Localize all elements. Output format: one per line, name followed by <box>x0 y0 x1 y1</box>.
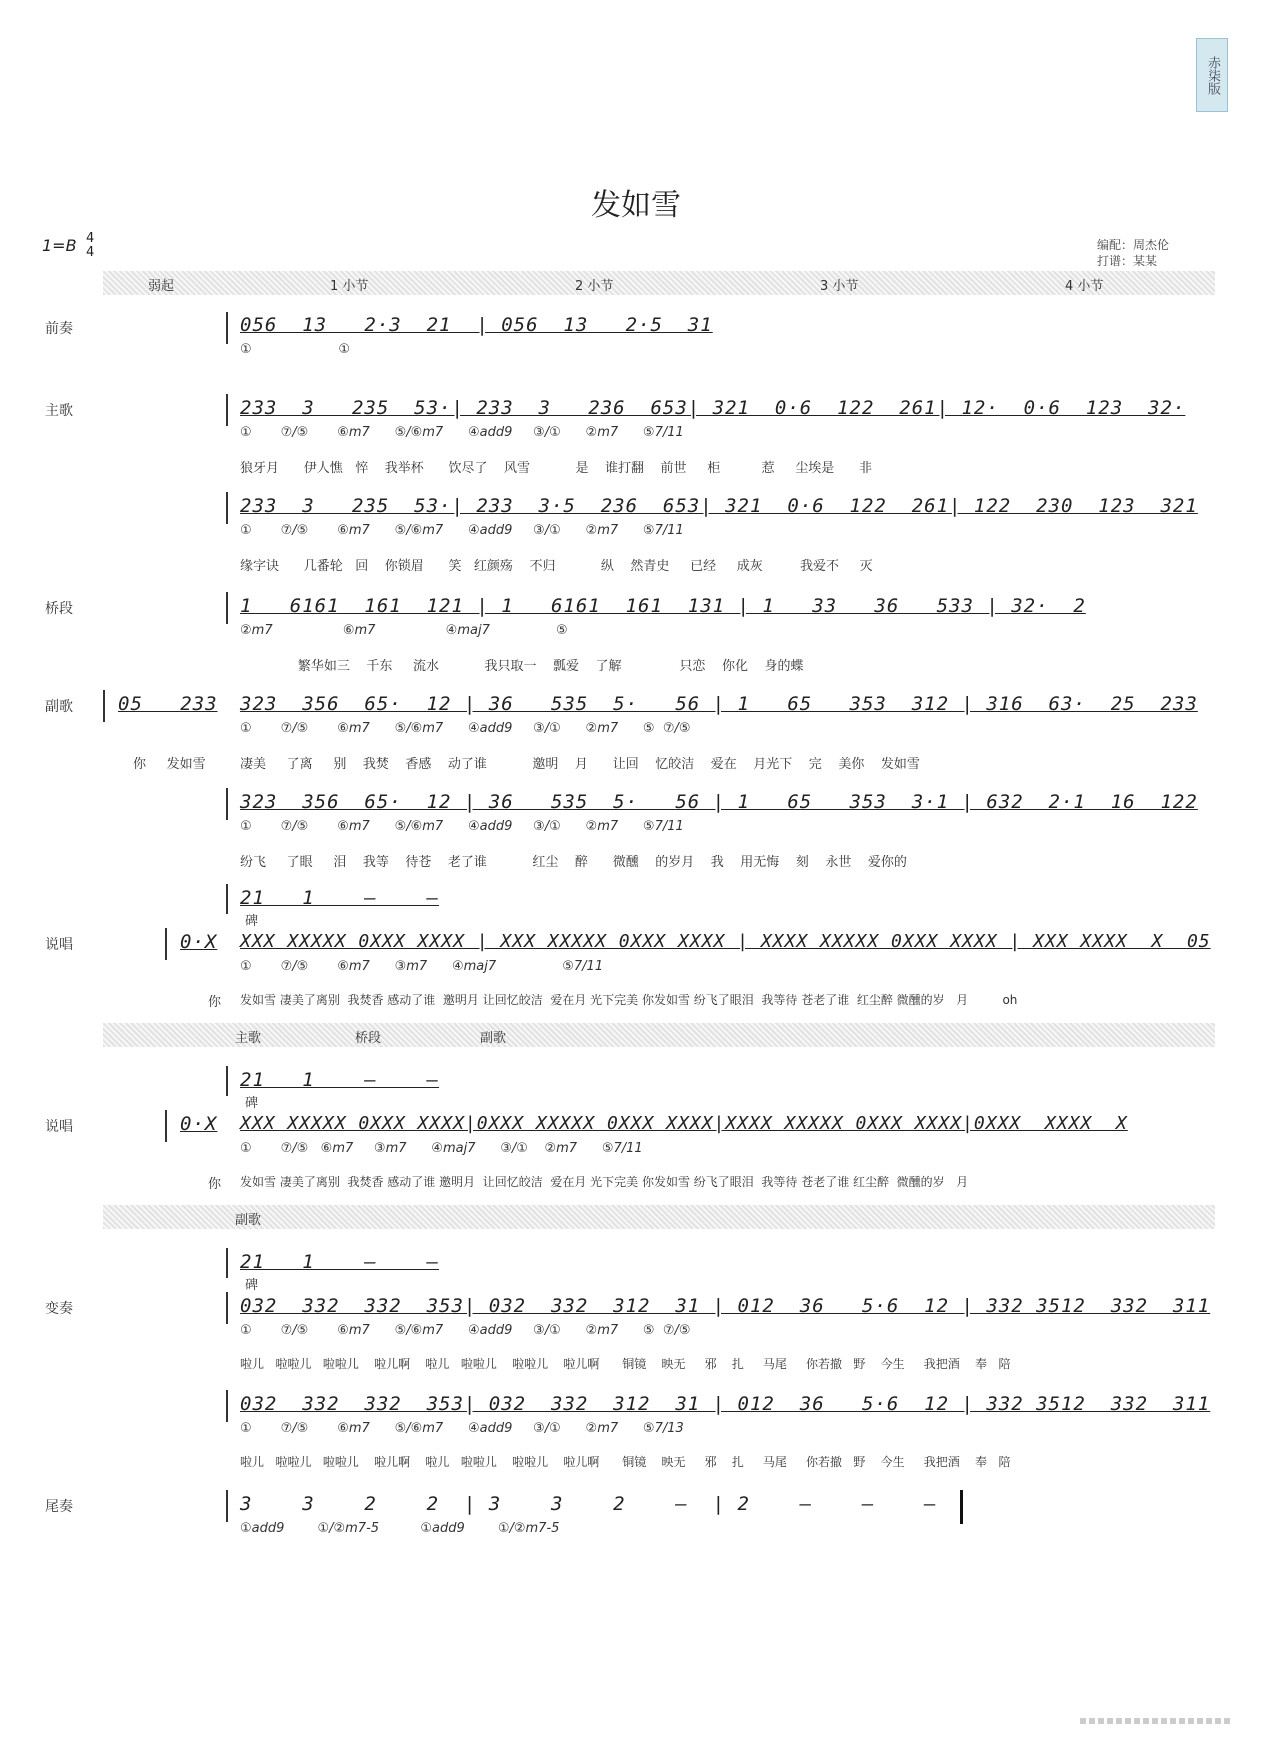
barline <box>226 1066 228 1096</box>
barline <box>226 312 228 344</box>
barline <box>226 1490 228 1522</box>
barline <box>226 394 228 426</box>
chord-row-rap-2: ① ⑦/⑤ ⑥m7 ③m7 ④maj7 ③/① ②m7 ⑤7/11 <box>240 1141 643 1156</box>
band-label-chorus-2: 副歌 <box>235 1213 262 1228</box>
band-label-pickup: 弱起 <box>148 279 175 294</box>
section-band-2 <box>103 1205 1215 1229</box>
band-label-measure-1: 1 小节 <box>330 279 369 294</box>
notation-row-outro: 3 3 2 2 | 3 3 2 — | 2 — — — <box>240 1493 937 1515</box>
notation-row-chorus-1: 323 356 65· 12 | 36 535 5· 56 | 1 65 353 312 | 316 63· 25 233 <box>240 693 1198 715</box>
barline <box>165 928 167 960</box>
band-label-measure-3: 3 小节 <box>820 279 859 294</box>
chord-row-rap-1: ① ⑦/⑤ ⑥m7 ③m7 ④maj7 ⑤7/11 <box>240 959 604 974</box>
footer-mark <box>1080 1718 1230 1724</box>
meter-bottom: 4 <box>86 245 95 260</box>
measure-header-band <box>103 271 1215 295</box>
chord-row-variation-1: ① ⑦/⑤ ⑥m7 ⑤/⑥m7 ④add9 ③/① ②m7 ⑤ ⑦/⑤ <box>240 1323 691 1338</box>
notation-ending-1: 21 1 — — <box>240 887 440 909</box>
notation-ending-3: 21 1 — — <box>240 1251 440 1273</box>
barline <box>226 1248 228 1278</box>
chord-row-verse-1: ① ⑦/⑤ ⑥m7 ⑤/⑥m7 ④add9 ③/① ②m7 ⑤7/11 <box>240 425 684 440</box>
lyric-row-variation-2: 啦儿 啦啦儿 啦啦儿 啦儿啊 啦儿 啦啦儿 啦啦儿 啦儿啊 铜镜 映无 邪 扎 马尾 你若撤 野 今生 我把酒 奉 陪 <box>240 1455 1011 1469</box>
chord-row-verse-2: ① ⑦/⑤ ⑥m7 ⑤/⑥m7 ④add9 ③/① ②m7 ⑤7/11 <box>240 523 684 538</box>
section-label-rap: 说唱 <box>45 937 73 953</box>
band-label-verse: 主歌 <box>235 1031 262 1046</box>
notation-row-prelude: 056 13 2·3 21 | 056 13 2·5 31 <box>240 314 713 336</box>
lyric-pickup-rap: 你 <box>208 995 222 1010</box>
notation-pickup-chorus: 05 233 <box>118 693 218 715</box>
lyric-pickup-rap-2: 你 <box>208 1177 222 1192</box>
chord-row-outro: ①add9 ①/②m7-5 ①add9 ①/②m7-5 <box>240 1521 560 1536</box>
barline <box>226 788 228 820</box>
section-label-prelude: 前奏 <box>45 321 73 337</box>
lyric-ending-2: 碑 <box>245 1096 259 1111</box>
edition-badge: 赤柒版 <box>1196 38 1228 112</box>
notation-pickup-rap: 0·X <box>180 931 218 953</box>
barline <box>226 1390 228 1422</box>
band-label-measure-4: 4 小节 <box>1065 279 1104 294</box>
chord-row-variation-2: ① ⑦/⑤ ⑥m7 ⑤/⑥m7 ④add9 ③/① ②m7 ⑤7/13 <box>240 1421 684 1436</box>
chord-row-bridge: ②m7 ⑥m7 ④maj7 ⑤ <box>240 623 568 638</box>
meter-top: 4 <box>86 231 95 246</box>
lyric-row-verse-1: 狼牙月 伊人憔 悴 我举杯 饮尽了 风雪 是 谁打翻 前世 柜 惹 尘埃是 非 <box>240 461 872 476</box>
barline <box>226 1292 228 1324</box>
section-label-rap-2: 说唱 <box>45 1119 73 1135</box>
barline <box>165 1110 167 1142</box>
band-label-bridge: 桥段 <box>355 1031 382 1046</box>
notation-pickup-rap-2: 0·X <box>180 1113 218 1135</box>
notation-row-verse-1: 233 3 235 53·| 233 3 236 653| 321 0·6 122 261| 12· 0·6 123 32· <box>240 397 1186 419</box>
notation-row-verse-2: 233 3 235 53·| 233 3·5 236 653| 321 0·6 122 261| 122 230 123 321 <box>240 495 1198 517</box>
lyric-row-rap-2: 发如雪 凄美了离别 我焚香 感动了谁 邀明月 让回忆皎洁 爱在月 光下完美 你发如雪 纷飞了眼泪 我等待 苍老了谁 红尘醉 微醺的岁 月 <box>240 1175 969 1189</box>
barline <box>226 492 228 524</box>
lyric-row-bridge: 繁华如三 千东 流水 我只取一 瓢爱 了解 只恋 你化 身的蝶 <box>240 659 804 674</box>
section-label-outro: 尾奏 <box>45 1499 73 1515</box>
section-band-1 <box>103 1023 1215 1047</box>
time-signature <box>86 232 94 260</box>
chord-row-prelude: ① ① <box>240 342 351 357</box>
lyric-row-chorus-2: 纷飞 了眼 泪 我等 待苍 老了谁 红尘 醉 微醺 的岁月 我 用无悔 刻 永世 爱你的 <box>240 855 907 870</box>
notation-row-variation-1: 032 332 332 353| 032 332 312 31 | 012 36 5·6 12 | 332 3512 332 311 <box>240 1295 1211 1317</box>
lyric-row-verse-2: 缘字诀 几番轮 回 你锁眉 笑 红颜殇 不归 纵 然青史 已经 成灰 我爱不 灭 <box>240 559 873 574</box>
band-label-measure-2: 2 小节 <box>575 279 614 294</box>
section-label-chorus: 副歌 <box>45 699 73 715</box>
section-label-variation: 变奏 <box>45 1301 73 1317</box>
lyric-row-chorus-1: 凄美 了离 别 我焚 香感 动了谁 邀明 月 让回 忆皎洁 爱在 月光下 完 美你 发如雪 <box>240 757 920 772</box>
lyric-ending-3: 碑 <box>245 1278 259 1293</box>
notation-ending-2: 21 1 — — <box>240 1069 440 1091</box>
barline <box>226 884 228 914</box>
lyric-row-variation-1: 啦儿 啦啦儿 啦啦儿 啦儿啊 啦儿 啦啦儿 啦啦儿 啦儿啊 铜镜 映无 邪 扎 马尾 你若撤 野 今生 我把酒 奉 陪 <box>240 1357 1011 1371</box>
section-label-bridge: 桥段 <box>45 601 73 617</box>
notation-row-rap-1: XXX XXXXX 0XXX XXXX | XXX XXXXX 0XXX XXXX | XXXX XXXXX 0XXX XXXX | XXX XXXX X 05 <box>240 931 1211 952</box>
chord-row-chorus-2: ① ⑦/⑤ ⑥m7 ⑤/⑥m7 ④add9 ③/① ②m7 ⑤7/11 <box>240 819 684 834</box>
notation-row-rap-2: XXX XXXXX 0XXX XXXX|0XXX XXXXX 0XXX XXXX|XXXX XXXXX 0XXX XXXX|0XXX XXXX X <box>240 1113 1128 1134</box>
song-title: 发如雪 <box>591 188 681 223</box>
final-barline <box>960 1490 963 1524</box>
lyric-row-rap-1: 发如雪 凄美了离别 我焚香 感动了谁 邀明月 让回忆皎洁 爱在月 光下完美 你发如雪 纷飞了眼泪 我等待 苍老了谁 红尘醉 微醺的岁 月 oh <box>240 993 1018 1007</box>
chord-row-chorus-1: ① ⑦/⑤ ⑥m7 ⑤/⑥m7 ④add9 ③/① ②m7 ⑤ ⑦/⑤ <box>240 721 691 736</box>
key-signature: 1=B <box>42 236 77 255</box>
transcriber-credit: 打谱：某某 <box>1097 254 1158 268</box>
section-label-verse: 主歌 <box>45 403 73 419</box>
arranger-credit: 编配：周杰伦 <box>1097 238 1170 252</box>
lyric-ending-1: 碑 <box>245 914 259 929</box>
barline <box>226 592 228 624</box>
barline <box>103 690 105 722</box>
notation-row-bridge: 1 6161 161 121 | 1 6161 161 131 | 1 33 36 533 | 32· 2 <box>240 595 1086 617</box>
lyric-pickup-chorus: 你 发如雪 <box>133 757 206 772</box>
notation-row-variation-2: 032 332 332 353| 032 332 312 31 | 012 36 5·6 12 | 332 3512 332 311 <box>240 1393 1211 1415</box>
notation-row-chorus-2: 323 356 65· 12 | 36 535 5· 56 | 1 65 353 3·1 | 632 2·1 16 122 <box>240 791 1198 813</box>
band-label-chorus: 副歌 <box>480 1031 507 1046</box>
